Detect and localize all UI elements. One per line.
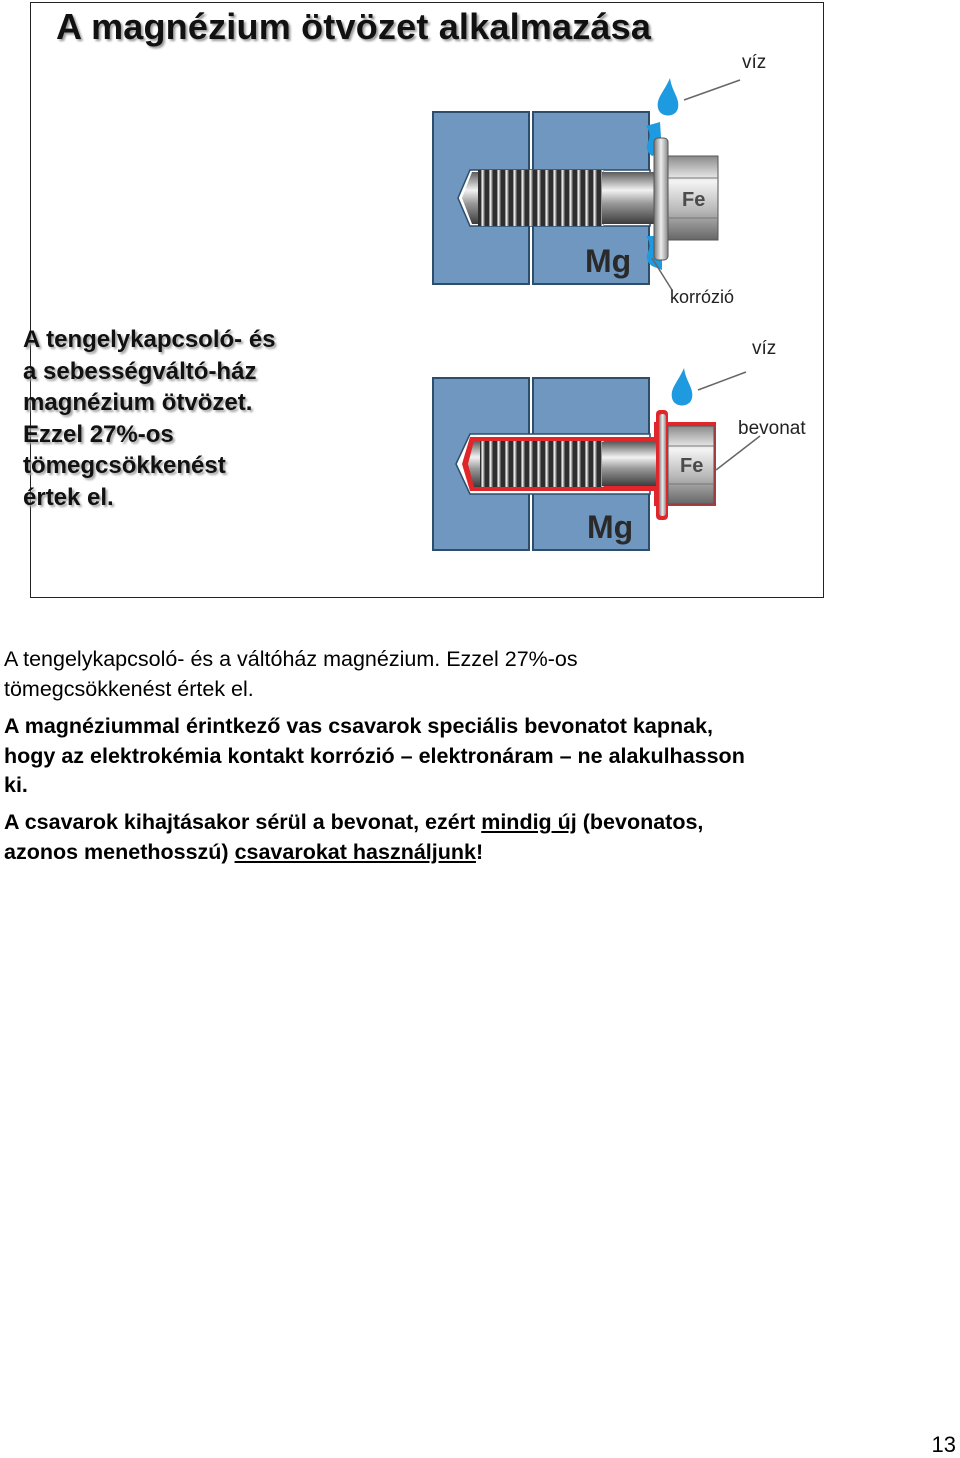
bolt-thread <box>478 170 604 226</box>
slide-body-line: magnézium ötvözet. <box>23 389 253 416</box>
note-text: (bevonatos, <box>576 810 704 834</box>
top-diagram <box>433 52 766 307</box>
note-text: A csavarok kihajtásakor sérül a bevonat, ezért <box>4 810 482 834</box>
page-number: 13 <box>931 1432 956 1457</box>
coating-label: bevonat <box>738 418 806 439</box>
underlined-text: mindig új <box>481 810 577 834</box>
note-paragraph-3 <box>4 808 954 867</box>
note-paragraph-2 <box>4 712 954 801</box>
slide-body-line: tömegcsökkenést <box>23 452 226 479</box>
bolt-thread <box>480 441 604 487</box>
water-drop-top <box>658 78 679 116</box>
slide-body-line: értek el. <box>23 483 114 511</box>
water-label-top: víz <box>742 52 767 73</box>
slide-body-line: A tengelykapcsoló- és <box>23 326 276 353</box>
note-line: hogy az elektrokémia kontakt korrózió – elektronáram – ne alakulhasson <box>4 743 745 768</box>
fe-label-top: Fe <box>682 189 706 211</box>
underlined-text: csavarokat használjunk <box>234 839 476 864</box>
note-paragraph-1 <box>4 645 954 704</box>
note-text: ! <box>475 839 484 864</box>
note-line: A magnéziummal érintkező vas csavarok speciális bevonatot kapnak, <box>4 714 713 738</box>
note-line <box>4 838 954 868</box>
slide-body-line: a sebességváltó-ház <box>23 357 257 385</box>
note-line: tömegcsökkenést értek el. <box>4 676 254 701</box>
note-line <box>4 808 954 838</box>
slide-body-line: Ezzel 27%-os <box>23 420 174 448</box>
mg-label-top: Mg <box>585 243 632 279</box>
water-label-bottom: víz <box>752 338 777 359</box>
note-text: azonos menethosszú) <box>4 839 235 864</box>
corrosion-label: korrózió <box>670 287 735 307</box>
note-line: A tengelykapcsoló- és a váltóház magnézium. Ezzel 27%-os <box>4 647 578 671</box>
slide-body-text <box>23 324 276 513</box>
bottom-diagram <box>433 338 806 550</box>
note-line: ki. <box>4 773 28 797</box>
water-drop-bottom <box>672 368 693 406</box>
mg-label-bottom: Mg <box>587 509 634 545</box>
fe-label-bottom: Fe <box>680 455 704 477</box>
slide-title: A magnézium ötvözet alkalmazása <box>56 6 652 47</box>
